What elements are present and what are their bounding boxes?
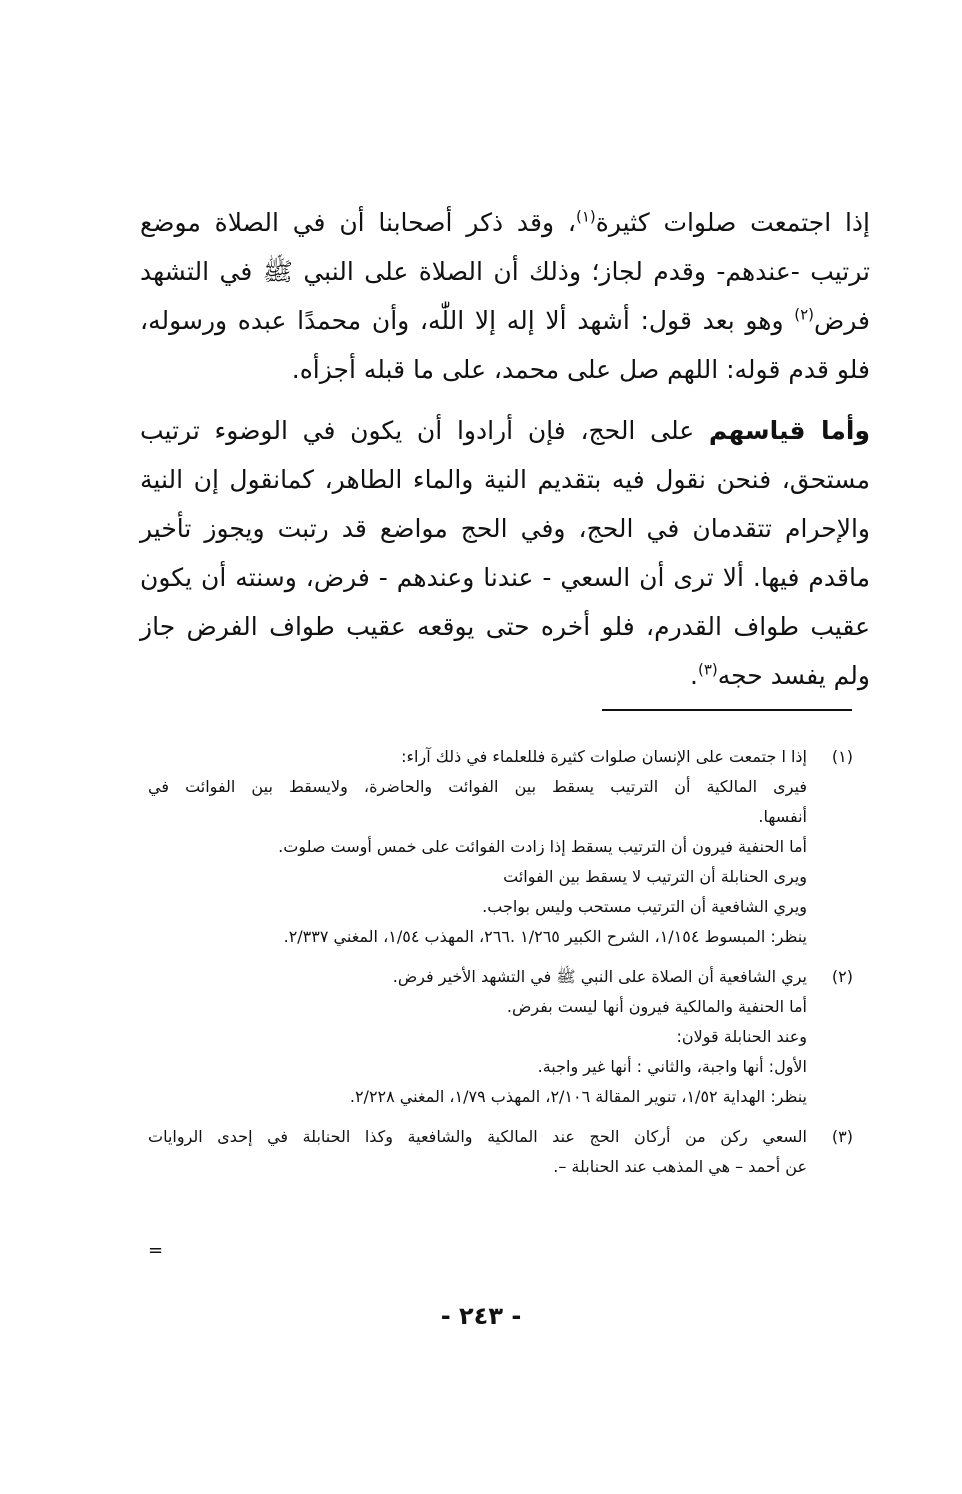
footnote-1 xyxy=(148,742,853,952)
paragraph-2-lead: وأما قياسهم xyxy=(708,416,870,445)
footnote-line: ويري الشافعية أن الترتيب مستحب وليس بواجب. xyxy=(482,897,807,916)
footnote-line: السعي ركن من أركان الحج عند المالكية والشافعية وكذا الحنابلة في إحدى الروايات xyxy=(148,1127,807,1146)
page-number: - ٢٤٣ - xyxy=(440,1302,522,1330)
footnote-body xyxy=(148,742,807,952)
footnote-line: فيرى المالكية أن الترتيب يسقط بين الفوائت والحاضرة، ولايسقط بين الفوائت في xyxy=(148,777,807,796)
footnote-divider xyxy=(602,709,852,711)
footnote-line: ينظر: المبسوط ١/١٥٤، الشرح الكبير ١/٢٦٥ .٢٦٦، المهذب ١/٥٤، المغني ٢/٣٣٧. xyxy=(283,927,807,946)
paragraph-1-part-c: وهو بعد قول: أشهد ألا إله إلا اللّٰه، وأن محمدًا عبده ورسوله، فلو قدم قوله: اللهم صل على محمد، على ما قبله أجزأه. xyxy=(140,306,870,384)
paragraph-1 xyxy=(140,198,870,394)
footnote-number: (١) xyxy=(831,747,853,766)
footnote-line: ينظر: الهداية ١/٥٢، تنوير المقالة ٢/١٠٦، المهذب ١/٧٩، المغني ٢/٢٢٨. xyxy=(349,1087,807,1106)
footnote-line: أما الحنفية فيرون أن الترتيب يسقط إذا زادت الفوائت على خمس أوست صلوت. xyxy=(278,837,807,856)
footnote-line: وعند الحنابلة قولان: xyxy=(676,1027,807,1046)
continuation-mark: = xyxy=(148,1240,164,1261)
footnote-number: (٢) xyxy=(831,967,853,986)
footnote-body xyxy=(148,962,807,1112)
footnote-line: أنفسها. xyxy=(758,807,807,826)
footnote-3 xyxy=(148,1122,853,1182)
footnote-line: إذا ا جتمعت على الإنسان صلوات كثيرة فللعلماء في ذلك آراء: xyxy=(401,747,807,766)
paragraph-2 xyxy=(140,406,870,700)
footnote-line: الأول: أنها واجبة، والثاني : أنها غير واجبة. xyxy=(537,1057,807,1076)
footnote-line: عن أحمد – هي المذهب عند الحنابلة –. xyxy=(553,1157,807,1176)
paragraph-2-end: . xyxy=(690,661,698,690)
footnote-line: يري الشافعية أن الصلاة على النبي ﷺ في التشهد الأخير فرض. xyxy=(392,967,807,986)
paragraph-2-part-a: على الحج، فإن أرادوا أن يكون في الوضوء ترتيب مستحق، فنحن نقول فيه بتقديم النية والماء الطاهر، كمانقول إن النية والإحرام تتقدمان في الحج، وفي الحج مواضع قد رتبت ويجوز تأخير ماقدم فيها. ألا ترى أن السعي - عندنا وعندهم - فرض، وسنته أن يكون عقيب طواف القدرم، فلو أخره حتى يوقعه عقيب طواف الفرض جاز ولم يفسد حجه xyxy=(140,416,870,690)
main-text xyxy=(140,198,870,712)
footnote-ref-2: (٢) xyxy=(794,305,815,324)
footnote-ref-1: (١) xyxy=(575,207,596,226)
footnote-2 xyxy=(148,962,853,1112)
paragraph-1-part-b: ، وقد ذكر أصحابنا أن في الصلاة موضع ترتيب -عندهم- وقدم لجاز؛ وذلك أن الصلاة على النبي ﷺ في التشهد فرض xyxy=(140,208,870,335)
footnote-ref-3: (٣) xyxy=(697,660,718,679)
footnotes xyxy=(148,742,853,1192)
footnote-line: أما الحنفية والمالكية فيرون أنها ليست بفرض. xyxy=(506,997,807,1016)
footnote-number: (٣) xyxy=(831,1127,853,1146)
paragraph-1-part-a: إذا اجتمعت صلوات كثيرة xyxy=(595,208,870,237)
footnote-line: ويرى الحنابلة أن الترتيب لا يسقط بين الفوائت xyxy=(503,867,807,886)
footnote-body xyxy=(148,1122,807,1182)
